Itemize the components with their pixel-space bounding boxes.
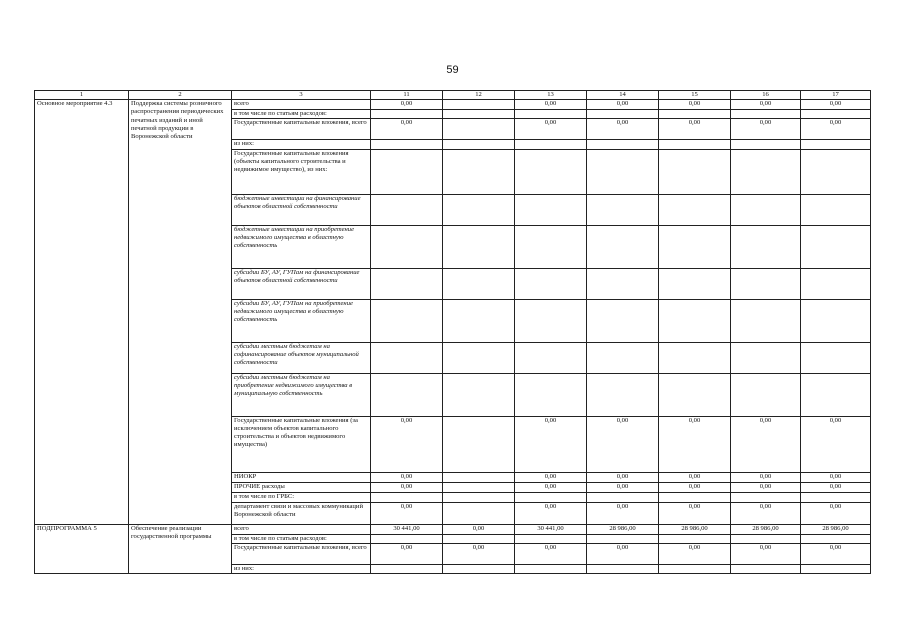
- value-cell: [515, 299, 587, 342]
- expense-label: департамент связи и массовых коммуникаций Воронежской области: [232, 502, 371, 524]
- value-cell: [443, 225, 515, 268]
- value-cell: [515, 149, 587, 194]
- column-header: 1: [35, 91, 129, 100]
- value-cell: 0,00: [659, 119, 731, 140]
- table-body: [35, 91, 871, 574]
- value-cell: [587, 373, 659, 416]
- value-cell: [515, 268, 587, 299]
- value-cell: [587, 194, 659, 225]
- value-cell: 0,00: [587, 100, 659, 110]
- expense-label: Государственные капитальные вложения, всего: [232, 119, 371, 140]
- value-cell: [587, 299, 659, 342]
- value-cell: [659, 225, 731, 268]
- value-cell: 0,00: [371, 543, 443, 564]
- value-cell: [659, 194, 731, 225]
- value-cell: [371, 492, 443, 502]
- value-cell: 0,00: [731, 543, 801, 564]
- value-cell: 0,00: [587, 119, 659, 140]
- value-cell: [801, 299, 871, 342]
- value-cell: [801, 225, 871, 268]
- value-cell: 0,00: [515, 119, 587, 140]
- value-cell: [443, 534, 515, 543]
- value-cell: [443, 472, 515, 482]
- value-cell: [801, 194, 871, 225]
- value-cell: [443, 194, 515, 225]
- value-cell: [731, 534, 801, 543]
- value-cell: 0,00: [371, 472, 443, 482]
- value-cell: 30 441,00: [515, 524, 587, 534]
- value-cell: [515, 194, 587, 225]
- value-cell: 0,00: [371, 119, 443, 140]
- column-header: 2: [129, 91, 232, 100]
- expense-label: всего: [232, 524, 371, 534]
- value-cell: [443, 100, 515, 110]
- value-cell: [515, 110, 587, 119]
- value-cell: [515, 564, 587, 573]
- value-cell: [587, 342, 659, 373]
- value-cell: [371, 342, 443, 373]
- value-cell: 28 986,00: [731, 524, 801, 534]
- value-cell: [731, 140, 801, 149]
- value-cell: [801, 564, 871, 573]
- value-cell: 0,00: [659, 482, 731, 492]
- value-cell: [443, 502, 515, 524]
- value-cell: [371, 194, 443, 225]
- value-cell: 0,00: [371, 502, 443, 524]
- value-cell: 0,00: [587, 502, 659, 524]
- value-cell: [443, 482, 515, 492]
- value-cell: [659, 299, 731, 342]
- expense-label: всего: [232, 100, 371, 110]
- value-cell: [731, 373, 801, 416]
- value-cell: [371, 225, 443, 268]
- expense-label: НИОКР: [232, 472, 371, 482]
- value-cell: [371, 268, 443, 299]
- activity-name: Поддержка системы розничного распространения периодических печатных изданий и иной печатной продукции в Воронежской области: [129, 100, 232, 524]
- value-cell: [587, 110, 659, 119]
- value-cell: 0,00: [515, 416, 587, 472]
- value-cell: 0,00: [731, 416, 801, 472]
- column-header: 17: [801, 91, 871, 100]
- activity-name: Обеспечение реализации государственной программы: [129, 524, 232, 573]
- value-cell: [801, 149, 871, 194]
- value-cell: 0,00: [659, 100, 731, 110]
- value-cell: [443, 564, 515, 573]
- expense-label: субсидии БУ, АУ, ГУПам на приобретение недвижимого имущества в областную собственность: [232, 299, 371, 342]
- value-cell: [587, 492, 659, 502]
- value-cell: 0,00: [801, 482, 871, 492]
- value-cell: [587, 149, 659, 194]
- value-cell: 28 986,00: [659, 524, 731, 534]
- header-row: [35, 91, 871, 100]
- value-cell: 0,00: [515, 482, 587, 492]
- value-cell: 0,00: [731, 482, 801, 492]
- value-cell: 0,00: [515, 472, 587, 482]
- value-cell: [659, 534, 731, 543]
- expense-label: в том числе по статьям расходов:: [232, 110, 371, 119]
- value-cell: 0,00: [801, 472, 871, 482]
- column-header: 13: [515, 91, 587, 100]
- value-cell: [371, 110, 443, 119]
- value-cell: 0,00: [731, 502, 801, 524]
- value-cell: [659, 492, 731, 502]
- value-cell: [731, 194, 801, 225]
- activity-title: Основное мероприятие 4.3: [35, 100, 129, 524]
- value-cell: [659, 110, 731, 119]
- value-cell: [659, 373, 731, 416]
- value-cell: [515, 225, 587, 268]
- value-cell: [587, 564, 659, 573]
- column-header: 16: [731, 91, 801, 100]
- value-cell: 0,00: [587, 416, 659, 472]
- value-cell: [371, 149, 443, 194]
- value-cell: [443, 140, 515, 149]
- value-cell: 0,00: [515, 502, 587, 524]
- value-cell: 30 441,00: [371, 524, 443, 534]
- value-cell: [659, 564, 731, 573]
- expense-label: в том числе по ГРБС:: [232, 492, 371, 502]
- value-cell: [443, 149, 515, 194]
- value-cell: 0,00: [371, 482, 443, 492]
- value-cell: 0,00: [515, 100, 587, 110]
- value-cell: [371, 299, 443, 342]
- value-cell: [371, 564, 443, 573]
- value-cell: [515, 342, 587, 373]
- value-cell: [443, 110, 515, 119]
- value-cell: 0,00: [443, 524, 515, 534]
- value-cell: [731, 564, 801, 573]
- expense-label: Государственные капитальные вложения (за исключением объектов капитального строительства и объектов недвижимого имущества): [232, 416, 371, 472]
- table-row: [35, 524, 871, 534]
- value-cell: [731, 342, 801, 373]
- expense-label: субсидии БУ, АУ, ГУПам на финансирование объектов областной собственности: [232, 268, 371, 299]
- expense-label: Государственные капитальные вложения, всего: [232, 543, 371, 564]
- value-cell: [587, 534, 659, 543]
- value-cell: 0,00: [371, 100, 443, 110]
- column-header: 14: [587, 91, 659, 100]
- expense-label: бюджетные инвестиции на приобретение недвижимого имущества в областную собственность: [232, 225, 371, 268]
- value-cell: [801, 342, 871, 373]
- value-cell: [731, 492, 801, 502]
- value-cell: [515, 373, 587, 416]
- value-cell: [731, 268, 801, 299]
- value-cell: [801, 268, 871, 299]
- expense-label: субсидии местным бюджетам на приобретение недвижимого имущества в муниципальную собственность: [232, 373, 371, 416]
- value-cell: [371, 534, 443, 543]
- budget-table: [34, 90, 871, 574]
- value-cell: 28 986,00: [801, 524, 871, 534]
- value-cell: [443, 119, 515, 140]
- expense-label: субсидии местным бюджетам на софинансирование объектов муниципальной собственности: [232, 342, 371, 373]
- value-cell: [731, 110, 801, 119]
- value-cell: [515, 534, 587, 543]
- value-cell: [587, 225, 659, 268]
- value-cell: [515, 140, 587, 149]
- value-cell: [443, 373, 515, 416]
- value-cell: [659, 140, 731, 149]
- value-cell: [731, 225, 801, 268]
- value-cell: [443, 342, 515, 373]
- value-cell: [801, 110, 871, 119]
- value-cell: 0,00: [587, 482, 659, 492]
- value-cell: 0,00: [443, 543, 515, 564]
- value-cell: 0,00: [801, 543, 871, 564]
- expense-label: в том числе по статьям расходов:: [232, 534, 371, 543]
- expense-label: бюджетные инвестиции на финансирование объектов областной собственности: [232, 194, 371, 225]
- value-cell: [731, 299, 801, 342]
- value-cell: 0,00: [801, 502, 871, 524]
- value-cell: [587, 140, 659, 149]
- value-cell: [515, 492, 587, 502]
- value-cell: [801, 140, 871, 149]
- value-cell: [443, 416, 515, 472]
- value-cell: [371, 140, 443, 149]
- value-cell: 0,00: [731, 472, 801, 482]
- value-cell: 0,00: [801, 100, 871, 110]
- page-number: 59: [446, 64, 459, 76]
- value-cell: [443, 492, 515, 502]
- value-cell: [443, 299, 515, 342]
- value-cell: [371, 373, 443, 416]
- value-cell: [801, 492, 871, 502]
- value-cell: 0,00: [801, 119, 871, 140]
- value-cell: 0,00: [659, 543, 731, 564]
- value-cell: [659, 268, 731, 299]
- value-cell: 0,00: [587, 543, 659, 564]
- value-cell: [731, 149, 801, 194]
- column-header: 15: [659, 91, 731, 100]
- value-cell: 0,00: [371, 416, 443, 472]
- value-cell: [801, 373, 871, 416]
- expense-label: из них:: [232, 140, 371, 149]
- column-header: 12: [443, 91, 515, 100]
- value-cell: 28 986,00: [587, 524, 659, 534]
- activity-title: ПОДПРОГРАММА 5: [35, 524, 129, 573]
- value-cell: 0,00: [659, 502, 731, 524]
- value-cell: 0,00: [731, 100, 801, 110]
- column-header: 3: [232, 91, 371, 100]
- value-cell: [801, 534, 871, 543]
- value-cell: [659, 149, 731, 194]
- column-header: 11: [371, 91, 443, 100]
- expense-label: из них:: [232, 564, 371, 573]
- expense-label: ПРОЧИЕ расходы: [232, 482, 371, 492]
- value-cell: [587, 268, 659, 299]
- value-cell: 0,00: [731, 119, 801, 140]
- value-cell: [443, 268, 515, 299]
- value-cell: 0,00: [587, 472, 659, 482]
- value-cell: 0,00: [801, 416, 871, 472]
- value-cell: 0,00: [515, 543, 587, 564]
- value-cell: 0,00: [659, 472, 731, 482]
- value-cell: [659, 342, 731, 373]
- value-cell: 0,00: [659, 416, 731, 472]
- expense-label: Государственные капитальные вложения (объекты капитального строительства и недвижимое имущество), из них:: [232, 149, 371, 194]
- table-row: [35, 100, 871, 110]
